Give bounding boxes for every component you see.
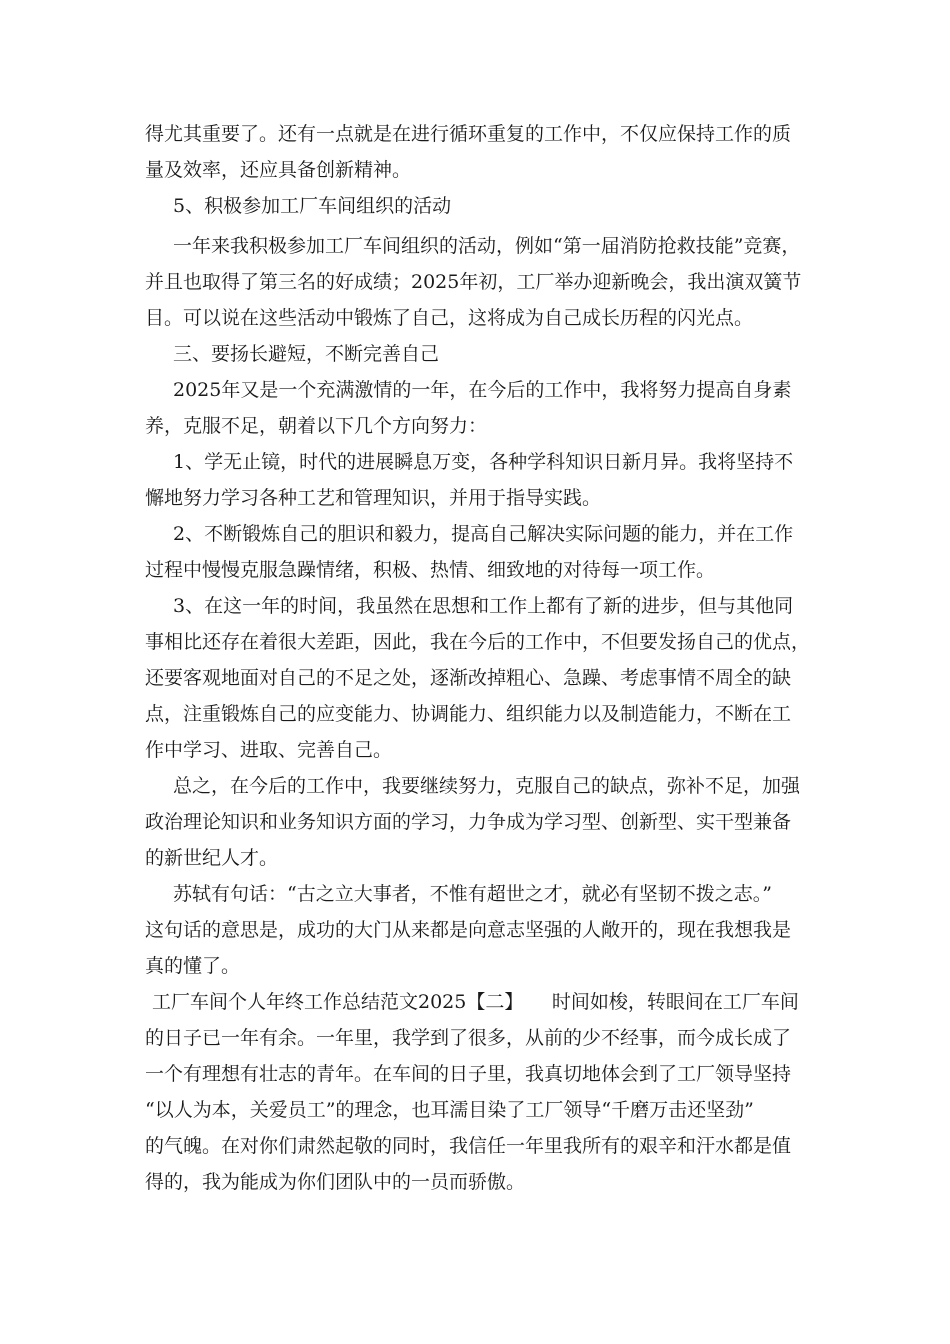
text-line: 得的，我为能成为你们团队中的一员而骄傲。 (145, 1171, 526, 1193)
text-line: 点，注重锻炼自己的应变能力、协调能力、组织能力以及制造能力，不断在工 (145, 703, 792, 725)
text-line: 事相比还存在着很大差距，因此，我在今后的工作中，不但要发扬自己的优点， (145, 631, 811, 653)
text-line: 目。可以说在这些活动中锻炼了自己，这将成为自己成长历程的闪光点。 (145, 307, 754, 329)
text-line: 2、不断锻炼自己的胆识和毅力，提高自己解决实际问题的能力，并在工作 (173, 523, 794, 545)
text-line: 量及效率，还应具备创新精神。 (145, 159, 412, 181)
text-line: 养，克服不足，朝着以下几个方向努力： (145, 415, 488, 437)
text-line: 这句话的意思是，成功的大门从来都是向意志坚强的人敞开的，现在我想我是 (145, 919, 792, 941)
text-line: 并且也取得了第三名的好成绩；2025年初，工厂举办迎新晚会，我出演双簧节 (145, 271, 802, 293)
section-heading: 三、要扬长避短，不断完善自己 (173, 343, 440, 365)
section-heading: 5、积极参加工厂车间组织的活动 (173, 195, 452, 217)
text-line: 的气魄。在对你们肃然起敬的同时，我信任一年里我所有的艰辛和汗水都是值 (145, 1135, 792, 1157)
text-line: 懈地努力学习各种工艺和管理知识，并用于指导实践。 (145, 487, 602, 509)
text-line: 作中学习、进取、完善自己。 (145, 739, 393, 761)
text-line: 真的懂了。 (145, 955, 241, 977)
text-line: 的日子已一年有余。一年里，我学到了很多，从前的少不经事，而今成长成了 (145, 1027, 792, 1049)
text-line: 一个有理想有壮志的青年。在车间的日子里，我真切地体会到了工厂领导坚持 (145, 1063, 792, 1085)
text-line: 2025年又是一个充满激情的一年，在今后的工作中，我将努力提高自身素 (173, 379, 792, 401)
text-line: 3、在这一年的时间，我虽然在思想和工作上都有了新的进步，但与其他同 (173, 595, 794, 617)
text-line: 苏轼有句话：“古之立大事者，不惟有超世之才，就必有坚韧不拨之志。” (173, 883, 772, 905)
text-line: “以人为本，关爱员工”的理念，也耳濡目染了工厂领导“千磨万击还坚劲” (145, 1099, 754, 1121)
text-line: 政治理论知识和业务知识方面的学习，力争成为学习型、创新型、实干型兼备 (145, 811, 792, 833)
text-line: 一年来我积极参加工厂车间组织的活动，例如“第一届消防抢救技能”竞赛， (173, 235, 801, 257)
text-line: 1、学无止镜，时代的进展瞬息万变，各种学科知识日新月异。我将坚持不 (173, 451, 794, 473)
text-line: 过程中慢慢克服急躁情绪，积极、热情、细致地的对待每一项工作。 (145, 559, 716, 581)
article-title-line: 工厂车间个人年终工作总结范文2025【二】 时间如梭，转眼间在工厂车间 (152, 991, 799, 1013)
text-line: 的新世纪人才。 (145, 847, 279, 869)
text-line: 还要客观地面对自己的不足之处，逐渐改掉粗心、急躁、考虑事情不周全的缺 (145, 667, 792, 689)
text-line: 得尤其重要了。还有一点就是在进行循环重复的工作中，不仅应保持工作的质 (145, 123, 792, 145)
text-line: 总之，在今后的工作中，我要继续努力，克服自己的缺点，弥补不足，加强 (173, 775, 801, 797)
